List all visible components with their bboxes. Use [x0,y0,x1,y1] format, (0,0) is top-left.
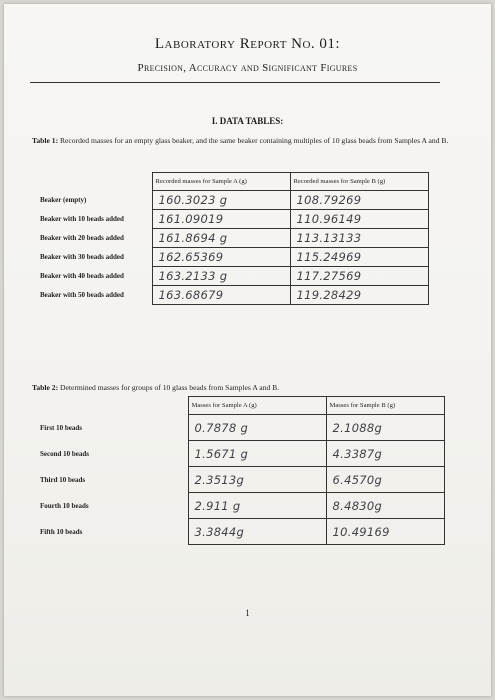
sample-b-value: 2.1088g [326,415,444,441]
sample-b-value: 6.4570g [326,467,444,493]
table-row [32,191,428,210]
row-label: Fourth 10 beads [40,501,89,510]
sample-a-value: 0.7878 g [188,415,326,441]
sample-b-value: 10.49169 [326,519,444,545]
table2-header-a: Masses for Sample A (g) [188,397,326,415]
table1-header-row [32,173,428,191]
table-row [32,415,444,441]
row-label: Beaker with 20 beads added [40,234,124,242]
sample-a-value: 162.65369 [152,248,290,267]
table-row [32,210,428,229]
table2-caption-text: Determined masses for groups of 10 glass beads from Samples A and B. [58,383,280,392]
row-label: Beaker with 40 beads added [40,272,124,280]
sample-a-value: 160.3023 g [152,191,290,210]
row-label: Second 10 beads [40,449,90,458]
table2-header-row [32,397,444,415]
row-label: Beaker (empty) [40,196,87,204]
row-label: Beaker with 50 beads added [40,291,124,299]
table1-caption [32,135,462,146]
table1-caption-label: Table 1: [32,136,59,145]
sample-b-value: 117.27569 [290,267,428,286]
sample-a-value: 163.68679 [152,286,290,305]
table1 [32,172,429,305]
table-row [32,286,428,305]
table-row [32,519,444,545]
table1-header-b: Recorded masses for Sample B (g) [290,173,428,191]
sample-a-value: 163.2133 g [152,267,290,286]
sample-b-value: 110.96149 [290,210,428,229]
sample-a-value: 3.3844g [188,519,326,545]
row-label: Beaker with 30 beads added [40,253,124,261]
table-row [32,267,428,286]
table1-header-a: Recorded masses for Sample A (g) [152,173,290,191]
table2-caption-label: Table 2: [32,383,59,392]
sample-a-value: 161.09019 [152,210,290,229]
sample-b-value: 8.4830g [326,493,444,519]
sample-a-value: 1.5671 g [188,441,326,467]
sample-b-value: 119.28429 [290,286,428,305]
section-heading: I. DATA TABLES: [211,116,284,126]
sample-a-value: 2.911 g [188,493,326,519]
report-page [4,4,491,696]
table2 [32,396,445,545]
row-label: Third 10 beads [40,475,86,484]
row-label: Fifth 10 beads [40,527,83,536]
table2-header-b: Masses for Sample B (g) [326,397,444,415]
table1-caption-text: Recorded masses for an empty glass beaker, and the same beaker containing multiples of 10 glass beads from Samples A and B. [58,136,449,145]
table2-caption [32,382,462,393]
page-number: 1 [245,608,250,618]
sample-b-value: 4.3387g [326,441,444,467]
table-row [32,229,428,248]
sample-b-value: 113.13133 [290,229,428,248]
sample-a-value: 2.3513g [188,467,326,493]
table-row [32,467,444,493]
table-row [32,493,444,519]
report-title: Laboratory Report No. 01: [154,36,341,52]
report-subtitle: Precision, Accuracy and Significant Figures [137,62,358,74]
table-row [32,248,428,267]
sample-a-value: 161.8694 g [152,229,290,248]
sample-b-value: 115.24969 [290,248,428,267]
row-label: Beaker with 10 beads added [40,215,124,223]
sample-b-value: 108.79269 [290,191,428,210]
row-label: First 10 beads [40,423,82,432]
table-row [32,441,444,467]
title-divider [30,82,440,83]
